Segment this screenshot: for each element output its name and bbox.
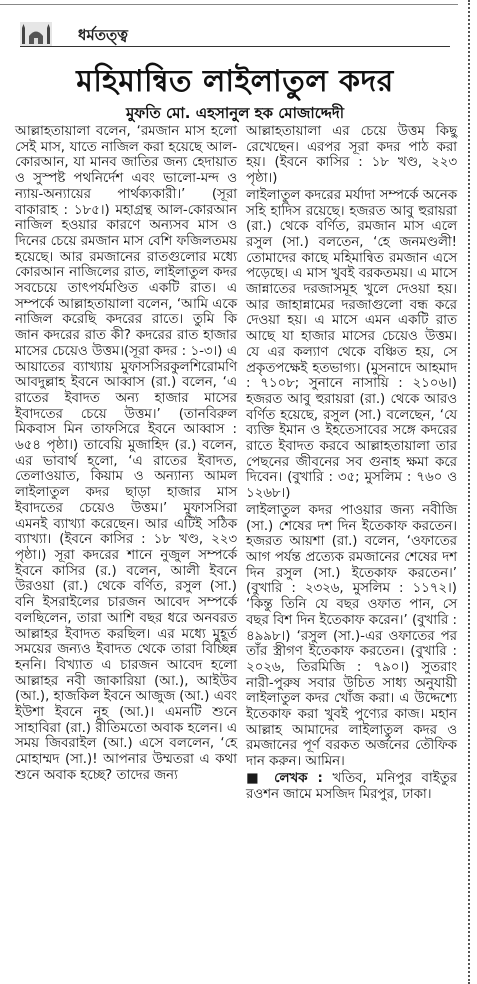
- paragraph: লাইলাতুল কদরের মর্যাদা সম্পর্কে অনেক সহি হাদিস রয়েছে। হজরত আবু হুরায়রা (রা.) থেকে বর্ণিত, রমজান মাস এলে রসুল (সা.) বলতেন, ‘হে জনমণ্ডলী! তোমাদের কাছে মহিমান্বিত রমজান এসে পড়েছে। এ মাস খুবই বরকতময়। এ মাসে জান্নাতের দরজাসমূহ খুলে দেওয়া হয়। আর জাহান্নামের দরজাগুলো বন্ধ করে দেওয়া হয়। এ মাসে এমন একটি রাত আছে যা হাজার মাসের চেয়েও উত্তম। যে এর কল্যাণ থেকে বঞ্চিত হয়, সে প্রকৃতপক্ষেই হতভাগ্য। (মুসনাদে আহমাদ : ৭১০৮; সুনানে নাসায়ি : ২১০৬।) হজরত আবু হুরায়রা (রা.) থেকে আরও বর্ণিত হয়েছে, রসুল (সা.) বলেছেন, ‘যে ব্যক্তি ইমান ও ইহতেসাবের সঙ্গে কদরের রাতে ইবাদত করবে আল্লাহতায়ালা তার পেছনের জীবনের সব গুনাহ ক্ষমা করে দিবেন। (বুখারি : ৩৫; মুসলিম : ৭৬০ ও ১২৬৮।): [246, 187, 457, 502]
- column-divider-dotted: [468, 0, 470, 984]
- author-credit-text: খতিব, মনিপুর বাইতুর রওশন জামে মসজিদ মিরপুর, ঢাকা।: [246, 770, 457, 802]
- paragraph: আল্লাহতায়ালা এর চেয়ে উত্তম কিছু রেখেছেন। এরপর সূরা কদর পাঠ করা হয়। (ইবনে কাসির : ১৮ খণ্ড, ২২৩ পৃষ্ঠা।): [246, 124, 457, 187]
- author-credit-label: ■ লেখক :: [246, 770, 323, 786]
- article-column-right: [246, 124, 457, 802]
- article-byline: মুফতি মো. এহসানুল হক মোজাদ্দেদী: [125, 104, 345, 122]
- mosque-icon: [20, 22, 52, 46]
- article-headline: মহিমান্বিত লাইলাতুল কদর: [76, 64, 394, 99]
- paragraph: লাইলাতুল কদর পাওয়ার জন্য নবীজি (সা.) শেষের দশ দিন ইতেকাফ করতেন। হজরত আয়শা (রা.) বলেন, ‘ওফাতের আগ পর্যন্ত প্রত্যেক রমজানের শেষের দশ দিন রসুল (সা.) ইতেকাফ করতেন।’ (বুখারি : ২৩২৬, মুসলিম : ১১৭২।) ‘কিন্তু তিনি যে বছর ওফাত পান, সে বছর বিশ দিন ইতেকাফ করেন।’ (বুখারি : ৪৯৯৮।) ‘রসুল (সা.)-এর ওফাতের পর তাঁর স্ত্রীগণ ইতেকাফ করতেন। (বুখারি : ২০২৬, তিরমিজি : ৭৯০।) সুতরাং নারী-পুরুষ সবার উচিত সাধ্য অনুযায়ী লাইলাতুল কদর খোঁজ করা। এ উদ্দেশ্যে ইতেকাফ করা খুবই পুণ্যের কাজ। মহান আল্লাহ আমাদের লাইলাতুল কদর ও রমজানের পূর্ণ বরকত অর্জনের তৌফিক দান করুন। আমিন।: [246, 502, 457, 770]
- paragraph: আল্লাহতায়ালা বলেন, ‘রমজান মাস হলো সেই মাস, যাতে নাজিল করা হয়েছে আল-কোরআন, যা মানব জাতির জন্য হেদায়াত ও সুস্পষ্ট পথনির্দেশ এবং ভালো-মন্দ ও ন্যায়-অন্যায়ের পার্থক্যকারী।’ (সূরা বাকারাহ : ১৮৫।) মহাগ্রন্থ আল-কোরআন নাজিল হওয়ার কারণে অন্যসব মাস ও দিনের চেয়ে রমজান মাস বেশি ফজিলতময় হয়েছে। আর রমজানের রাতগুলোর মধ্যে কোরআন নাজিলের রাত, লাইলাতুল কদর সবচেয়ে তাৎপর্যমণ্ডিত একটি রাত। এ সম্পর্কে আল্লাহতায়ালা বলেন, ‘আমি একে নাজিল করেছি কদরের রাতে। তুমি কি জান কদরের রাত কী? কদরের রাত হাজার মাসের চেয়েও উত্তম।(সূরা কদর : ১-৩।) এ আয়াতের ব্যাখ্যায় মুফাসসিরকুলশিরোমণি আবদুল্লাহ ইবনে আব্বাস (রা.) বলেন, ‘এ রাতের ইবাদত অন্য হাজার মাসের ইবাদতের চেয়ে উত্তম।’ (তানবিরুল মিকবাস মিন তাফসিরে ইবনে আব্বাস : ৬৫৪ পৃষ্ঠা।) তাবেয়ি মুজাহিদ (র.) বলেন, এর ভাবার্থ হলো, ‘এ রাতের ইবাদত, তেলাওয়াত, কিয়াম ও অন্যান্য আমল লাইলাতুল কদর ছাড়া হাজার মাস ইবাদতের চেয়েও উত্তম।’ মুফাসসিরা এমনই ব্যাখ্যা করেছেন। আর এটিই সঠিক ব্যাখ্যা। (ইবনে কাসির : ১৮ খণ্ড, ২২৩ পৃষ্ঠা।) সূরা কদরের শানে নুজুল সম্পর্কে ইবনে কাসির (র.) বলেন, আলী ইবনে উরওয়া (রা.) থেকে বর্ণিত, রসুল (সা.) বনি ইসরাইলের চারজন আবেদ সম্পর্কে বলছিলেন, তারা আশি বছর ধরে অনবরত আল্লাহর ইবাদত করছিল। এর মধ্যে মুহূর্ত সময়ের জন্যও ইবাদত থেকে তারা বিচ্ছিন্ন হননি। বিখ্যাত এ চারজন আবেদ হলো আল্লাহর নবী জাকারিয়া (আ.), আইউব (আ.), হাজকিল ইবনে আজুজ (আ.) এবং ইউশা ইবনে নূহ (আ.)। এমনটি শুনে সাহাবিরা (রা.) রীতিমতো অবাক হলেন। এ সময় জিবরাইল (আ.) এসে বললেন, ‘হে মোহাম্মদ (সা.)! আপনার উম্মতরা এ কথা শুনে অবাক হচ্ছে? তাদের জন্য: [15, 124, 237, 783]
- article-column-left: [15, 124, 237, 784]
- section-label: ধর্মতত্ত্ব: [78, 26, 128, 44]
- section-header: [20, 22, 450, 47]
- top-rule: [0, 0, 458, 5]
- author-credit: [246, 771, 457, 802]
